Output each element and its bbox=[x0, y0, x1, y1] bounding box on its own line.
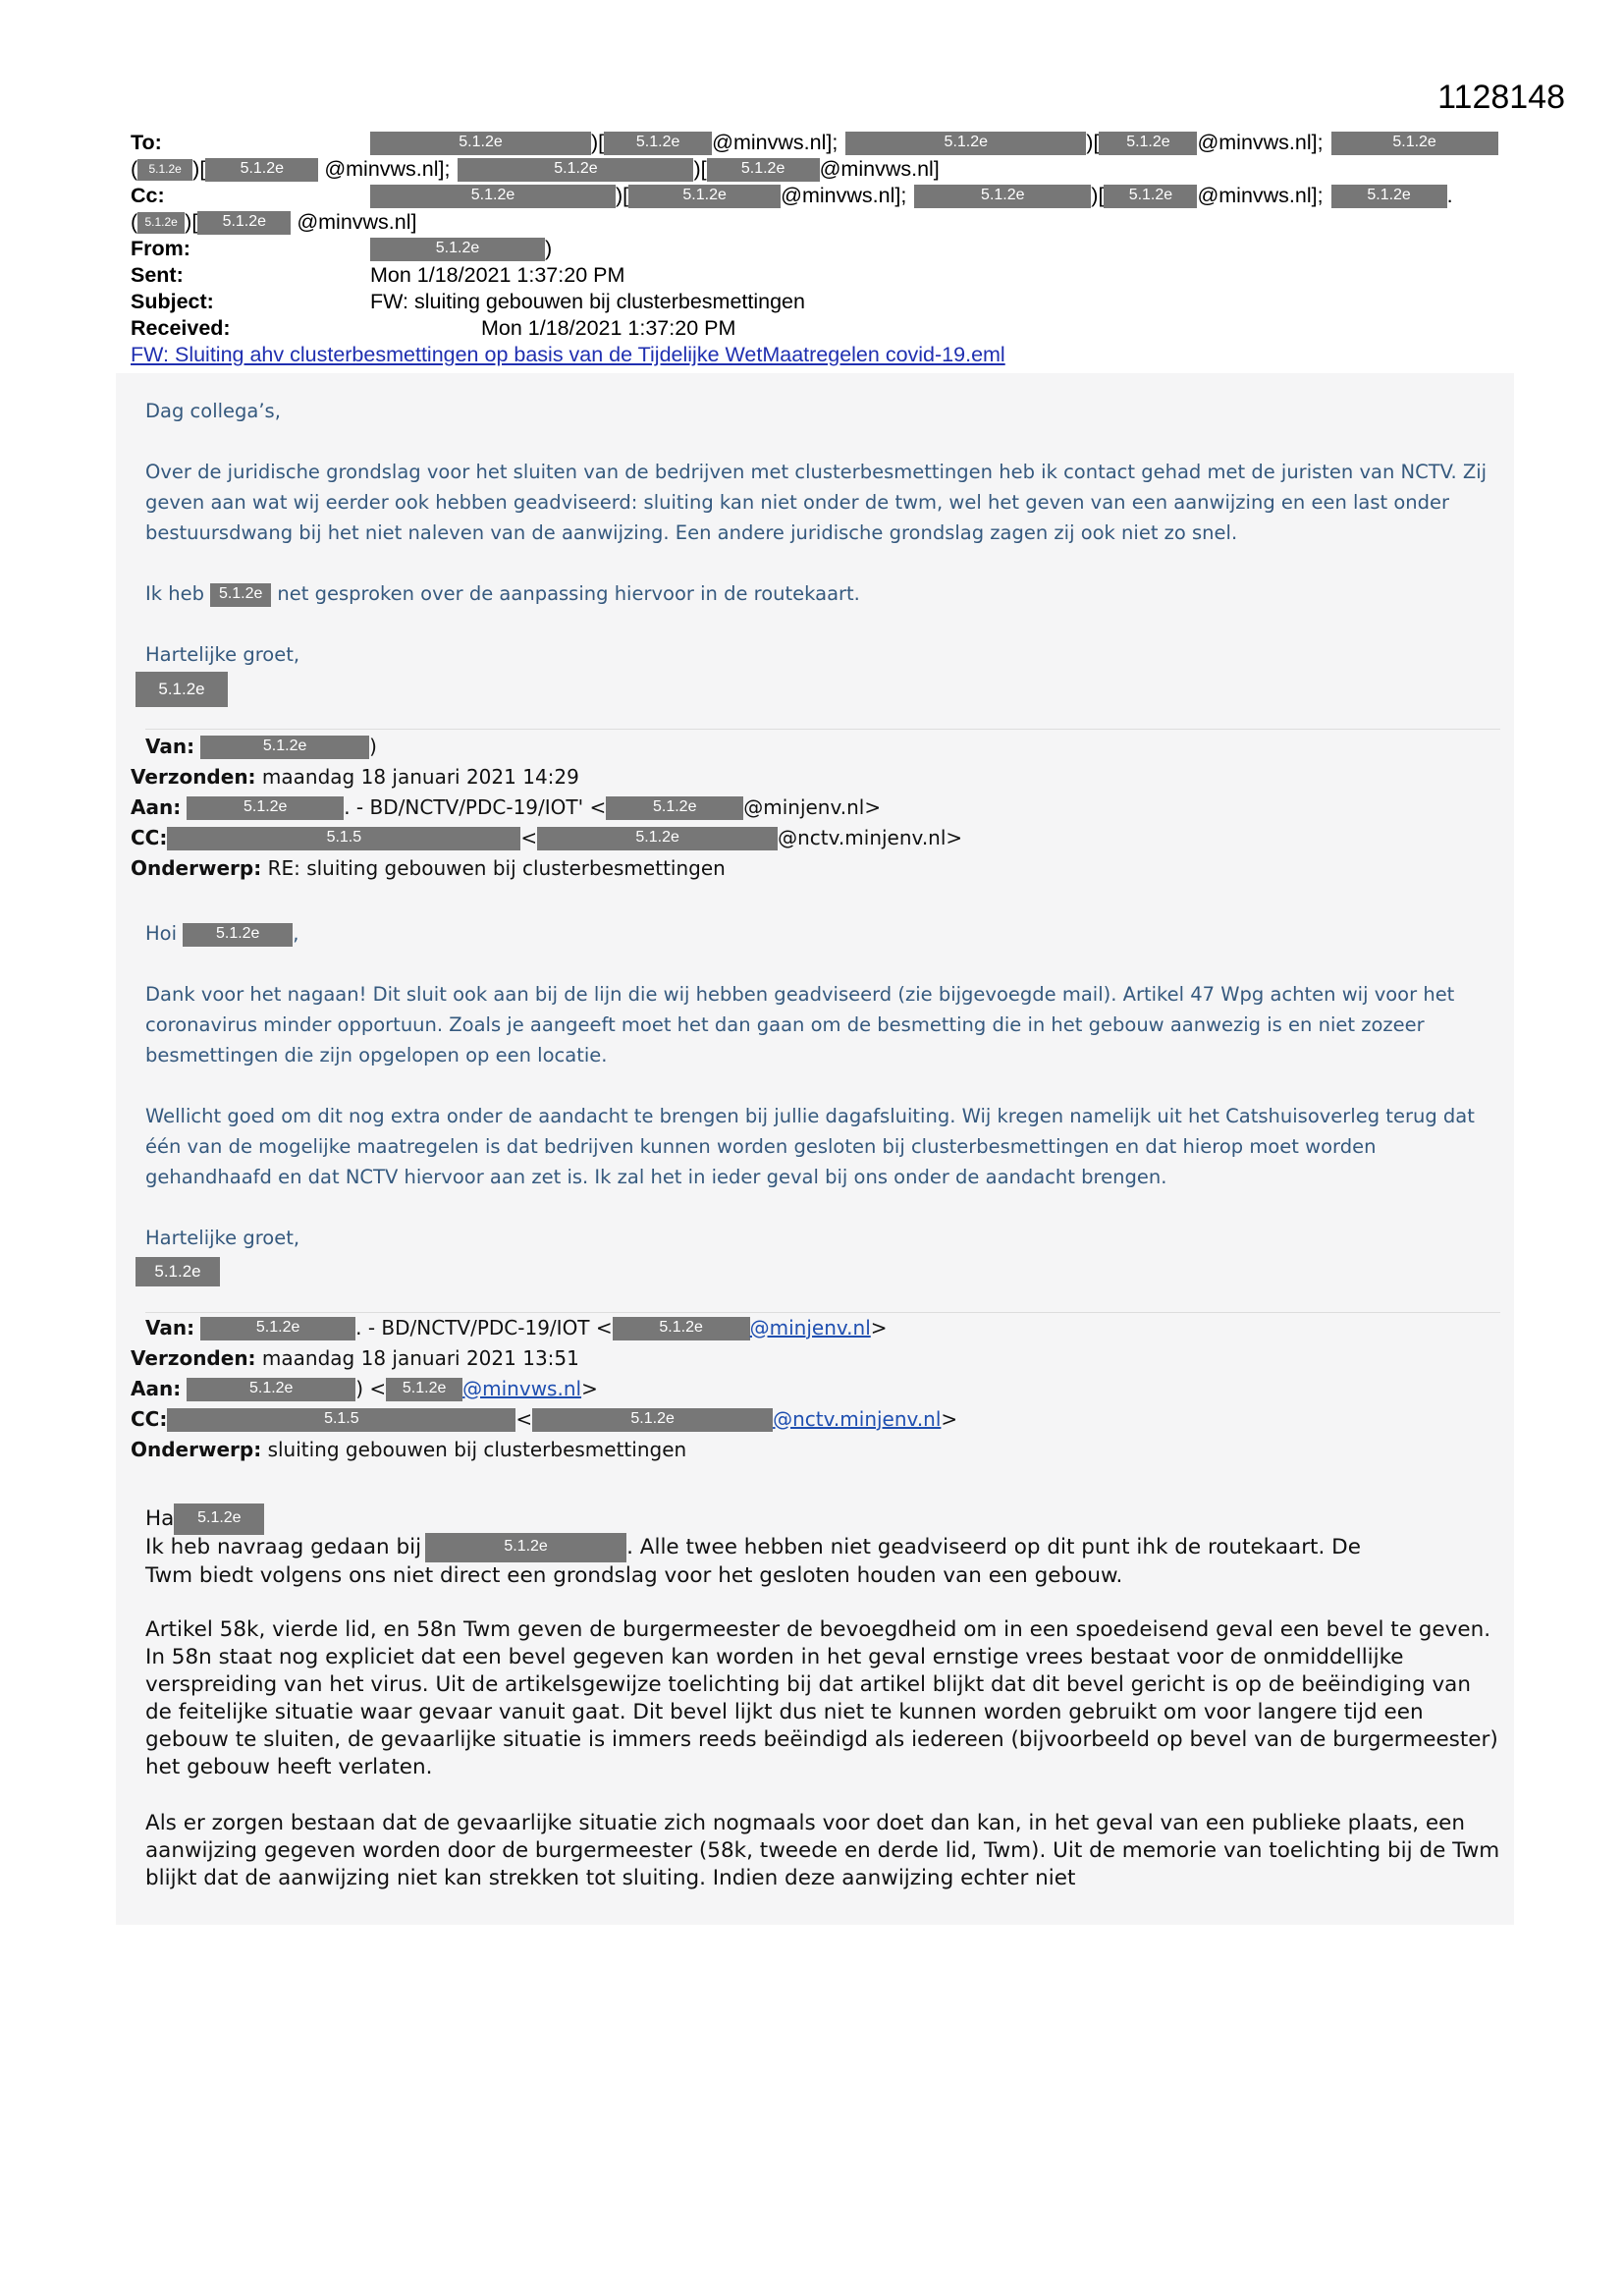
msg2-paragraph: Dank voor het nagaan! Dit sluit ook aan bij de lijn die wij hebben geadviseerd (zie bijgevoegde mail). Artikel 47 Wpg achten wij voor het coronavirus minder opportuun. Zoals je aangeeft moet het dan gaan om de besmetting die in het gebouw aanwezig is en niet zozeer besmettingen die zijn opgelopen op een locatie. bbox=[145, 983, 1455, 1066]
redaction: 5.1.2e bbox=[187, 1378, 355, 1401]
cc-label: CC: bbox=[131, 1407, 168, 1431]
paren: ) bbox=[545, 237, 553, 260]
email-domain: @minvws.nl]; bbox=[712, 131, 839, 154]
sent-label: Sent: bbox=[131, 263, 184, 287]
cc-row-2 bbox=[131, 209, 1505, 236]
text: . - BD/NCTV/PDC-19/IOT' < bbox=[344, 795, 607, 819]
aan-row bbox=[131, 793, 962, 823]
text: Hoi bbox=[145, 922, 178, 945]
email-domain: @minvws.nl]; bbox=[1197, 131, 1324, 154]
redaction: 5.1.2e bbox=[370, 238, 545, 261]
subject-label: Subject: bbox=[131, 290, 214, 313]
from-row bbox=[131, 236, 1505, 262]
paren: ) bbox=[369, 735, 377, 758]
msg2-closing: Hartelijke groet, bbox=[145, 1227, 300, 1249]
redaction: 5.1.5 bbox=[167, 1408, 515, 1432]
attachment-row bbox=[131, 342, 1505, 368]
redaction: 5.1.2e bbox=[707, 158, 820, 182]
paren: ( bbox=[131, 157, 138, 181]
text: net gesproken over de aanpassing hiervoor in de routekaart. bbox=[277, 582, 860, 605]
verzonden-value: maandag 18 januari 2021 14:29 bbox=[261, 765, 579, 789]
van-row bbox=[131, 732, 962, 762]
received-row bbox=[131, 315, 1505, 342]
email-link[interactable]: @nctv.minjenv.nl bbox=[773, 1407, 942, 1431]
bracket: )[ bbox=[192, 157, 206, 181]
text: > bbox=[581, 1377, 598, 1400]
msg2-greeting bbox=[145, 918, 1500, 949]
text: Ha bbox=[145, 1506, 175, 1531]
redaction: 5.1.2e bbox=[532, 1408, 773, 1432]
redaction: 5.1.2e bbox=[1104, 185, 1197, 208]
sent-row bbox=[131, 262, 1505, 289]
to-label: To: bbox=[131, 131, 162, 154]
subject-value: FW: sluiting gebouwen bij clusterbesmettingen bbox=[370, 290, 805, 313]
text: @nctv.minjenv.nl> bbox=[778, 826, 963, 849]
email-domain: @minvws.nl] bbox=[819, 157, 940, 181]
redaction: 5.1.2e bbox=[197, 211, 291, 235]
van-label: Van: bbox=[145, 1316, 195, 1339]
redaction: 5.1.2e bbox=[1331, 132, 1498, 155]
text: > bbox=[870, 1316, 888, 1339]
redaction: 5.1.2e bbox=[183, 923, 293, 947]
email-link[interactable]: @minvws.nl bbox=[462, 1377, 582, 1400]
redaction: 5.1.2e bbox=[174, 1503, 264, 1535]
msg1-paragraph: Over de juridische grondslag voor het sluiten van de bedrijven met clusterbesmettingen heb ik contact gehad met de juristen van NCTV. Zij geven aan wat wij eerder ook hebben geadviseerd: sluiting kan niet onder de twm, wel het geven van een aanwijzing en een last onder bestuursdwang bij het niet naleven van de aanwijzing. Een andere juridische grondslag zagen zij ook niet zo snel. bbox=[145, 461, 1488, 544]
redaction: 5.1.2e bbox=[1099, 132, 1197, 155]
msg3-line-1 bbox=[145, 1533, 1500, 1562]
email-domain: @minvws.nl] bbox=[297, 210, 417, 234]
onderwerp-row bbox=[131, 1435, 957, 1465]
bracket: )[ bbox=[616, 184, 629, 207]
cc-label: Cc: bbox=[131, 184, 165, 207]
verzonden-row bbox=[131, 1343, 957, 1374]
onderwerp-label: Onderwerp: bbox=[131, 856, 262, 880]
redaction: 5.1.2e bbox=[914, 185, 1091, 208]
bracket: )[ bbox=[185, 210, 198, 234]
msg3-paragraph-2: Artikel 58k, vierde lid, en 58n Twm geven de burgermeester de bevoegdheid om in een spoedeisend geval een bevel te geven. In 58n staat nog expliciet dat een bevel gegeven kan worden in het geval ernstige vrees bestaat voor de onmiddellijke verspreiding van het virus. Uit de artikelsgewijze toelichting bij dat artikel blijkt dat dit bevel gericht is op de beëindiging van de feitelijke situatie waar gevaar vanuit gaat. Dit bevel lijkt dus niet te kunnen worden gebruikt om voor langere tijd een gebouw te sluiten, de gevaarlijke situatie is immers reeds beëindigd als iedereen (bijvoorbeeld op bevel van de burgermeester) het gebouw heeft verlaten. bbox=[145, 1617, 1498, 1779]
text: > bbox=[941, 1407, 958, 1431]
aan-row bbox=[131, 1374, 957, 1404]
text: < bbox=[515, 1407, 533, 1431]
redaction: 5.1.2e bbox=[200, 736, 369, 759]
redaction: 5.1.2e bbox=[537, 827, 778, 850]
onderwerp-value: sluiting gebouwen bij clusterbesmettingen bbox=[267, 1438, 687, 1461]
text: . - BD/NCTV/PDC-19/IOT < bbox=[355, 1316, 613, 1339]
redaction: 5.1.2e bbox=[604, 132, 712, 155]
msg3-greeting bbox=[145, 1503, 1500, 1535]
redaction: 5.1.2e bbox=[606, 796, 743, 820]
to-row-2 bbox=[131, 156, 1505, 183]
redaction: 5.1.2e bbox=[210, 583, 271, 607]
paren: ( bbox=[131, 210, 138, 234]
verzonden-label: Verzonden: bbox=[131, 765, 256, 789]
forward-header-2 bbox=[131, 1313, 957, 1465]
redaction: 5.1.2e bbox=[845, 132, 1086, 155]
van-label: Van: bbox=[145, 735, 195, 758]
signature-redaction: 5.1.2e bbox=[135, 672, 228, 707]
received-value: Mon 1/18/2021 1:37:20 PM bbox=[481, 316, 736, 340]
signature-redaction: 5.1.2e bbox=[135, 1257, 220, 1286]
cc-row bbox=[131, 183, 1505, 209]
dot: . bbox=[1446, 184, 1453, 207]
verzonden-row bbox=[131, 762, 962, 793]
text: Ik heb bbox=[145, 582, 204, 605]
email-header bbox=[131, 130, 1505, 368]
text: Ik heb navraag gedaan bij bbox=[145, 1535, 422, 1559]
redaction: 5.1.2e bbox=[628, 185, 781, 208]
redaction: 5.1.2e bbox=[425, 1533, 626, 1562]
msg3-paragraph bbox=[145, 1533, 1500, 1590]
subject-row bbox=[131, 289, 1505, 315]
redaction: 5.1.2e bbox=[370, 132, 591, 155]
redaction: 5.1.2e bbox=[137, 159, 192, 181]
redaction: 5.1.2e bbox=[187, 796, 344, 820]
redaction: 5.1.2e bbox=[458, 158, 693, 182]
text: < bbox=[520, 826, 538, 849]
verzonden-label: Verzonden: bbox=[131, 1346, 256, 1370]
document-number: 1128148 bbox=[1437, 79, 1565, 116]
msg1-greeting: Dag collega’s, bbox=[145, 400, 281, 422]
redaction: 5.1.2e bbox=[137, 212, 185, 234]
bracket: )[ bbox=[591, 131, 605, 154]
bracket: )[ bbox=[1086, 131, 1100, 154]
email-domain: @minvws.nl]; bbox=[324, 157, 451, 181]
msg3-paragraph-3: Als er zorgen bestaan dat de gevaarlijke situatie zich nogmaals voor doet dan kan, in het geval van een publieke plaats, een aanwijzing gegeven worden door de burgermeester (58k, tweede en derde lid, Twm). Uit de memorie van toelichting bij de Twm blijkt dat de aanwijzing niet kan strekken tot sluiting. Indien deze aanwijzing echter niet bbox=[145, 1811, 1500, 1890]
from-label: From: bbox=[131, 237, 190, 260]
email-domain: @minvws.nl]; bbox=[781, 184, 907, 207]
onderwerp-row bbox=[131, 853, 962, 884]
msg2-paragraph-2: Wellicht goed om dit nog extra onder de aandacht te brengen bij jullie dagafsluiting. Wij kregen namelijk uit het Catshuisoverleg terug dat één van de mogelijke maatregelen is dat bedrijven kunnen worden gesloten bij clusterbesmettingen en dat hierop moet worden gehandhaafd en dat NCTV hiervoor aan zet is. Ik zal het in ieder geval bij ons onder de aandacht brengen. bbox=[145, 1105, 1475, 1188]
text: ) < bbox=[355, 1377, 387, 1400]
text: , bbox=[293, 922, 299, 945]
to-row bbox=[131, 130, 1505, 156]
van-row bbox=[131, 1313, 957, 1343]
redaction: 5.1.2e bbox=[613, 1317, 750, 1340]
redaction: 5.1.2e bbox=[370, 185, 616, 208]
redaction: 5.1.2e bbox=[205, 158, 318, 182]
redaction: 5.1.2e bbox=[1331, 185, 1447, 208]
text: @minjenv.nl> bbox=[743, 795, 882, 819]
bracket: )[ bbox=[693, 157, 707, 181]
cc-label: CC: bbox=[131, 826, 168, 849]
separator bbox=[145, 729, 1500, 730]
onderwerp-value: RE: sluiting gebouwen bij clusterbesmettingen bbox=[267, 856, 726, 880]
text: . Alle twee hebben niet geadviseerd op dit punt ihk de routekaart. De bbox=[626, 1535, 1361, 1559]
bracket: )[ bbox=[1091, 184, 1105, 207]
sent-value: Mon 1/18/2021 1:37:20 PM bbox=[370, 263, 625, 287]
cc-row bbox=[131, 823, 962, 853]
email-domain: @minvws.nl]; bbox=[1197, 184, 1324, 207]
received-label: Received: bbox=[131, 316, 231, 340]
cc-row bbox=[131, 1404, 957, 1435]
onderwerp-label: Onderwerp: bbox=[131, 1438, 262, 1461]
forward-header-1 bbox=[131, 732, 962, 884]
redaction: 5.1.2e bbox=[386, 1378, 462, 1401]
aan-label: Aan: bbox=[131, 1377, 182, 1400]
redaction: 5.1.2e bbox=[200, 1317, 355, 1340]
verzonden-value: maandag 18 januari 2021 13:51 bbox=[261, 1346, 579, 1370]
msg1-paragraph-2 bbox=[145, 578, 1500, 609]
msg3-line-2: Twm biedt volgens ons niet direct een grondslag voor het gesloten houden van een gebouw. bbox=[145, 1563, 1123, 1588]
msg1-closing: Hartelijke groet, bbox=[145, 643, 300, 666]
email-link[interactable]: @minjenv.nl bbox=[749, 1316, 871, 1339]
aan-label: Aan: bbox=[131, 795, 182, 819]
attachment-link[interactable]: FW: Sluiting ahv clusterbesmettingen op basis van de Tijdelijke WetMaatregelen covid-19.eml bbox=[131, 343, 1005, 366]
redaction: 5.1.5 bbox=[167, 827, 520, 850]
